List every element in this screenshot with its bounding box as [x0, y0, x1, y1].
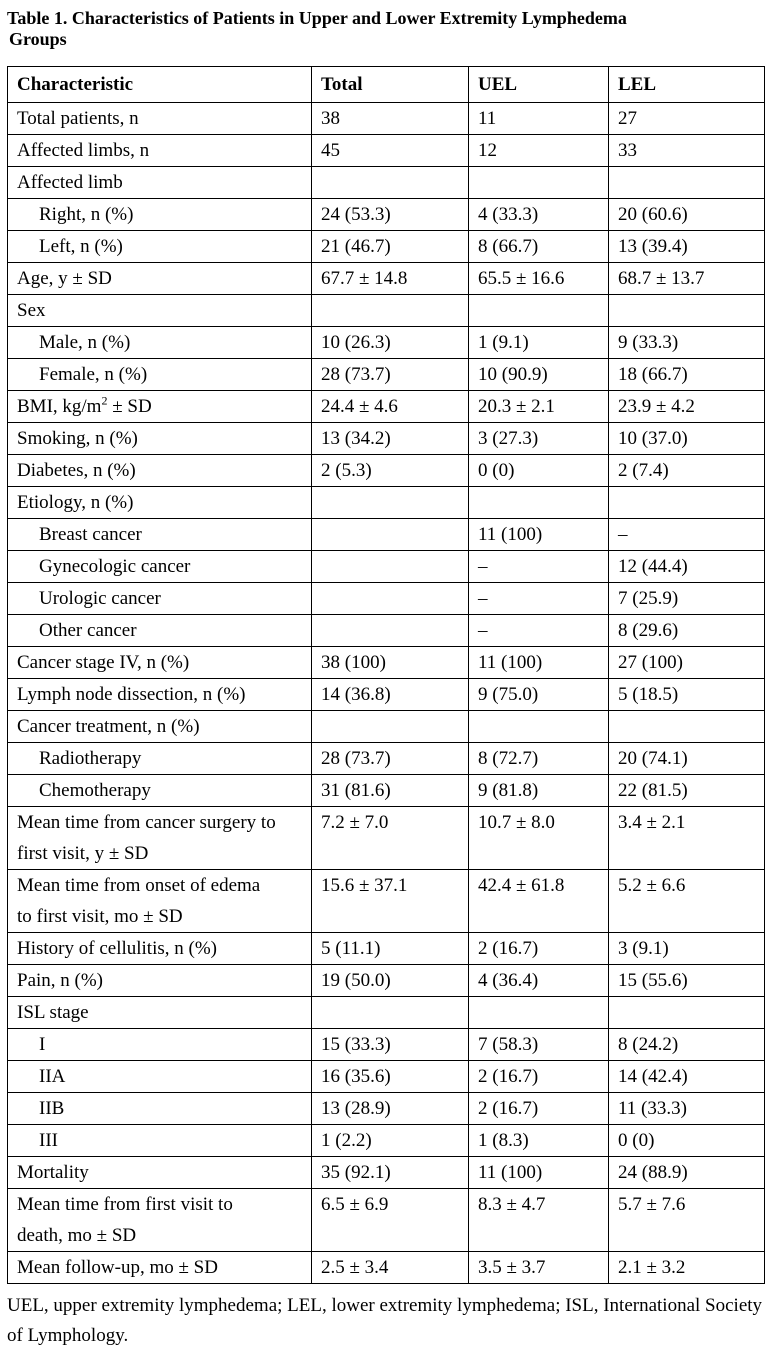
cell-lel: 27 (100) [609, 647, 765, 679]
cell-uel: 11 (100) [469, 1157, 609, 1189]
cell-uel: 7 (58.3) [469, 1029, 609, 1061]
cell-uel [469, 167, 609, 199]
cell-lel: 7 (25.9) [609, 583, 765, 615]
cell-total [312, 167, 469, 199]
cell-uel: 9 (75.0) [469, 679, 609, 711]
cell-total: 2 (5.3) [312, 455, 469, 487]
table-row [8, 519, 765, 551]
cell-lel: 5.2 ± 6.6 [609, 870, 765, 933]
row-label: Chemotherapy [8, 775, 312, 807]
table-row [8, 103, 765, 135]
row-label-line1: Mean time from onset of edema [17, 875, 261, 896]
cell-lel: 22 (81.5) [609, 775, 765, 807]
cell-total: 5 (11.1) [312, 933, 469, 965]
row-label: Cancer treatment, n (%) [8, 711, 312, 743]
cell-total: 7.2 ± 7.0 [312, 807, 469, 870]
table-row [8, 1252, 765, 1284]
cell-uel [469, 997, 609, 1029]
cell-lel [609, 295, 765, 327]
cell-total [312, 295, 469, 327]
table-row [8, 807, 765, 870]
cell-total [312, 615, 469, 647]
cell-total: 38 [312, 103, 469, 135]
cell-lel: 3.4 ± 2.1 [609, 807, 765, 870]
cell-uel: – [469, 615, 609, 647]
cell-total: 35 (92.1) [312, 1157, 469, 1189]
table-row [8, 679, 765, 711]
cell-lel: 0 (0) [609, 1125, 765, 1157]
cell-total: 13 (28.9) [312, 1093, 469, 1125]
table-row [8, 870, 765, 933]
header-total: Total [312, 67, 469, 103]
table-row [8, 743, 765, 775]
table-row [8, 455, 765, 487]
cell-uel: 42.4 ± 61.8 [469, 870, 609, 933]
cell-uel: 8 (66.7) [469, 231, 609, 263]
row-label: Male, n (%) [8, 327, 312, 359]
cell-lel: 8 (24.2) [609, 1029, 765, 1061]
cell-lel: 18 (66.7) [609, 359, 765, 391]
row-label: Affected limb [8, 167, 312, 199]
table-row [8, 551, 765, 583]
row-label: IIB [8, 1093, 312, 1125]
cell-lel: 8 (29.6) [609, 615, 765, 647]
row-label-line2: first visit, y ± SD [17, 843, 149, 864]
row-label-line1: Mean time from cancer surgery to [17, 812, 276, 833]
row-label: IIA [8, 1061, 312, 1093]
cell-uel: 0 (0) [469, 455, 609, 487]
cell-lel: 13 (39.4) [609, 231, 765, 263]
cell-total: 28 (73.7) [312, 743, 469, 775]
cell-uel: 12 [469, 135, 609, 167]
cell-uel: 2 (16.7) [469, 1093, 609, 1125]
characteristics-table [7, 66, 765, 1284]
cell-uel [469, 487, 609, 519]
cell-lel: 15 (55.6) [609, 965, 765, 997]
row-label: Right, n (%) [8, 199, 312, 231]
table-title-line2: Groups [9, 29, 67, 49]
table-row [8, 327, 765, 359]
bmi-label-superscript: 2 [101, 393, 108, 408]
cell-lel: 14 (42.4) [609, 1061, 765, 1093]
row-label: Other cancer [8, 615, 312, 647]
cell-uel: 1 (8.3) [469, 1125, 609, 1157]
cell-lel [609, 487, 765, 519]
cell-uel: 9 (81.8) [469, 775, 609, 807]
row-label: Female, n (%) [8, 359, 312, 391]
table-row [8, 1029, 765, 1061]
table-row [8, 295, 765, 327]
row-label: Affected limbs, n [8, 135, 312, 167]
cell-total: 2.5 ± 3.4 [312, 1252, 469, 1284]
cell-total: 67.7 ± 14.8 [312, 263, 469, 295]
cell-total: 14 (36.8) [312, 679, 469, 711]
header-lel: LEL [609, 67, 765, 103]
cell-uel: 20.3 ± 2.1 [469, 391, 609, 423]
table-row [8, 1061, 765, 1093]
row-label-line1: Mean time from first visit to [17, 1194, 233, 1215]
cell-total: 6.5 ± 6.9 [312, 1189, 469, 1252]
row-label: Cancer stage IV, n (%) [8, 647, 312, 679]
row-label: Mortality [8, 1157, 312, 1189]
cell-lel [609, 711, 765, 743]
cell-lel: 10 (37.0) [609, 423, 765, 455]
cell-uel: 3 (27.3) [469, 423, 609, 455]
table-row [8, 1189, 765, 1252]
table-row [8, 615, 765, 647]
header-characteristic: Characteristic [8, 67, 312, 103]
cell-lel: 3 (9.1) [609, 933, 765, 965]
cell-uel: 4 (33.3) [469, 199, 609, 231]
table-row [8, 231, 765, 263]
row-label: Etiology, n (%) [8, 487, 312, 519]
row-label: Sex [8, 295, 312, 327]
cell-lel: 2.1 ± 3.2 [609, 1252, 765, 1284]
table-row [8, 423, 765, 455]
row-label: Smoking, n (%) [8, 423, 312, 455]
cell-lel: 5.7 ± 7.6 [609, 1189, 765, 1252]
cell-total: 15.6 ± 37.1 [312, 870, 469, 933]
cell-lel [609, 997, 765, 1029]
cell-total: 45 [312, 135, 469, 167]
bmi-label-suffix: ± SD [107, 396, 152, 417]
cell-uel: 11 (100) [469, 647, 609, 679]
row-label: Left, n (%) [8, 231, 312, 263]
table-row [8, 1125, 765, 1157]
cell-uel: 11 (100) [469, 519, 609, 551]
cell-uel: 65.5 ± 16.6 [469, 263, 609, 295]
cell-uel: 3.5 ± 3.7 [469, 1252, 609, 1284]
table-row [8, 1093, 765, 1125]
cell-total: 10 (26.3) [312, 327, 469, 359]
cell-lel: – [609, 519, 765, 551]
cell-uel: 8 (72.7) [469, 743, 609, 775]
row-label: Age, y ± SD [8, 263, 312, 295]
cell-uel: 2 (16.7) [469, 1061, 609, 1093]
cell-uel [469, 711, 609, 743]
cell-total: 21 (46.7) [312, 231, 469, 263]
cell-uel: 11 [469, 103, 609, 135]
row-label: III [8, 1125, 312, 1157]
cell-uel: 1 (9.1) [469, 327, 609, 359]
cell-total: 24.4 ± 4.6 [312, 391, 469, 423]
cell-total [312, 583, 469, 615]
cell-lel: 23.9 ± 4.2 [609, 391, 765, 423]
bmi-label-prefix: BMI, kg/m [17, 396, 102, 417]
cell-lel: 11 (33.3) [609, 1093, 765, 1125]
table-row [8, 933, 765, 965]
cell-total: 16 (35.6) [312, 1061, 469, 1093]
row-label-line2: death, mo ± SD [17, 1225, 137, 1246]
row-label-line2: to first visit, mo ± SD [17, 906, 183, 927]
cell-lel: 24 (88.9) [609, 1157, 765, 1189]
cell-lel: 68.7 ± 13.7 [609, 263, 765, 295]
row-label: Diabetes, n (%) [8, 455, 312, 487]
cell-uel: – [469, 551, 609, 583]
cell-uel: – [469, 583, 609, 615]
cell-total: 15 (33.3) [312, 1029, 469, 1061]
table-row [8, 263, 765, 295]
cell-lel: 20 (74.1) [609, 743, 765, 775]
row-label: Pain, n (%) [8, 965, 312, 997]
row-label [8, 807, 312, 870]
table-title [7, 8, 747, 50]
table-row [8, 199, 765, 231]
cell-total: 1 (2.2) [312, 1125, 469, 1157]
cell-total: 31 (81.6) [312, 775, 469, 807]
cell-lel: 27 [609, 103, 765, 135]
cell-uel: 4 (36.4) [469, 965, 609, 997]
table-row [8, 359, 765, 391]
cell-lel: 5 (18.5) [609, 679, 765, 711]
table-row [8, 965, 765, 997]
row-label: Total patients, n [8, 103, 312, 135]
cell-lel: 12 (44.4) [609, 551, 765, 583]
cell-total [312, 551, 469, 583]
row-label [8, 870, 312, 933]
cell-uel: 10.7 ± 8.0 [469, 807, 609, 870]
table-row [8, 583, 765, 615]
header-row [8, 67, 765, 103]
row-label: Gynecologic cancer [8, 551, 312, 583]
cell-total [312, 487, 469, 519]
row-label [8, 391, 312, 423]
cell-total [312, 997, 469, 1029]
table-row [8, 167, 765, 199]
cell-uel: 8.3 ± 4.7 [469, 1189, 609, 1252]
row-label: Radiotherapy [8, 743, 312, 775]
cell-total: 19 (50.0) [312, 965, 469, 997]
cell-total: 28 (73.7) [312, 359, 469, 391]
row-label: Breast cancer [8, 519, 312, 551]
cell-lel: 33 [609, 135, 765, 167]
row-label: Urologic cancer [8, 583, 312, 615]
table-row [8, 487, 765, 519]
cell-total [312, 711, 469, 743]
row-label: ISL stage [8, 997, 312, 1029]
row-label: Mean follow-up, mo ± SD [8, 1252, 312, 1284]
cell-lel: 9 (33.3) [609, 327, 765, 359]
table-title-line1: Table 1. Characteristics of Patients in Upper and Lower Extremity Lymphedema [7, 8, 627, 28]
table-row [8, 647, 765, 679]
cell-total: 24 (53.3) [312, 199, 469, 231]
cell-lel [609, 167, 765, 199]
cell-total: 13 (34.2) [312, 423, 469, 455]
cell-uel [469, 295, 609, 327]
table-row [8, 1157, 765, 1189]
cell-uel: 2 (16.7) [469, 933, 609, 965]
table-row [8, 775, 765, 807]
cell-total: 38 (100) [312, 647, 469, 679]
table-footnote: UEL, upper extremity lymphedema; LEL, lower extremity lymphedema; ISL, International Society of Lymphology. [7, 1295, 763, 1346]
cell-lel: 2 (7.4) [609, 455, 765, 487]
table-row [8, 391, 765, 423]
cell-uel: 10 (90.9) [469, 359, 609, 391]
cell-total [312, 519, 469, 551]
row-label: I [8, 1029, 312, 1061]
header-uel: UEL [469, 67, 609, 103]
table-row [8, 711, 765, 743]
row-label [8, 1189, 312, 1252]
row-label: History of cellulitis, n (%) [8, 933, 312, 965]
row-label: Lymph node dissection, n (%) [8, 679, 312, 711]
table-row [8, 135, 765, 167]
table-row [8, 997, 765, 1029]
cell-lel: 20 (60.6) [609, 199, 765, 231]
